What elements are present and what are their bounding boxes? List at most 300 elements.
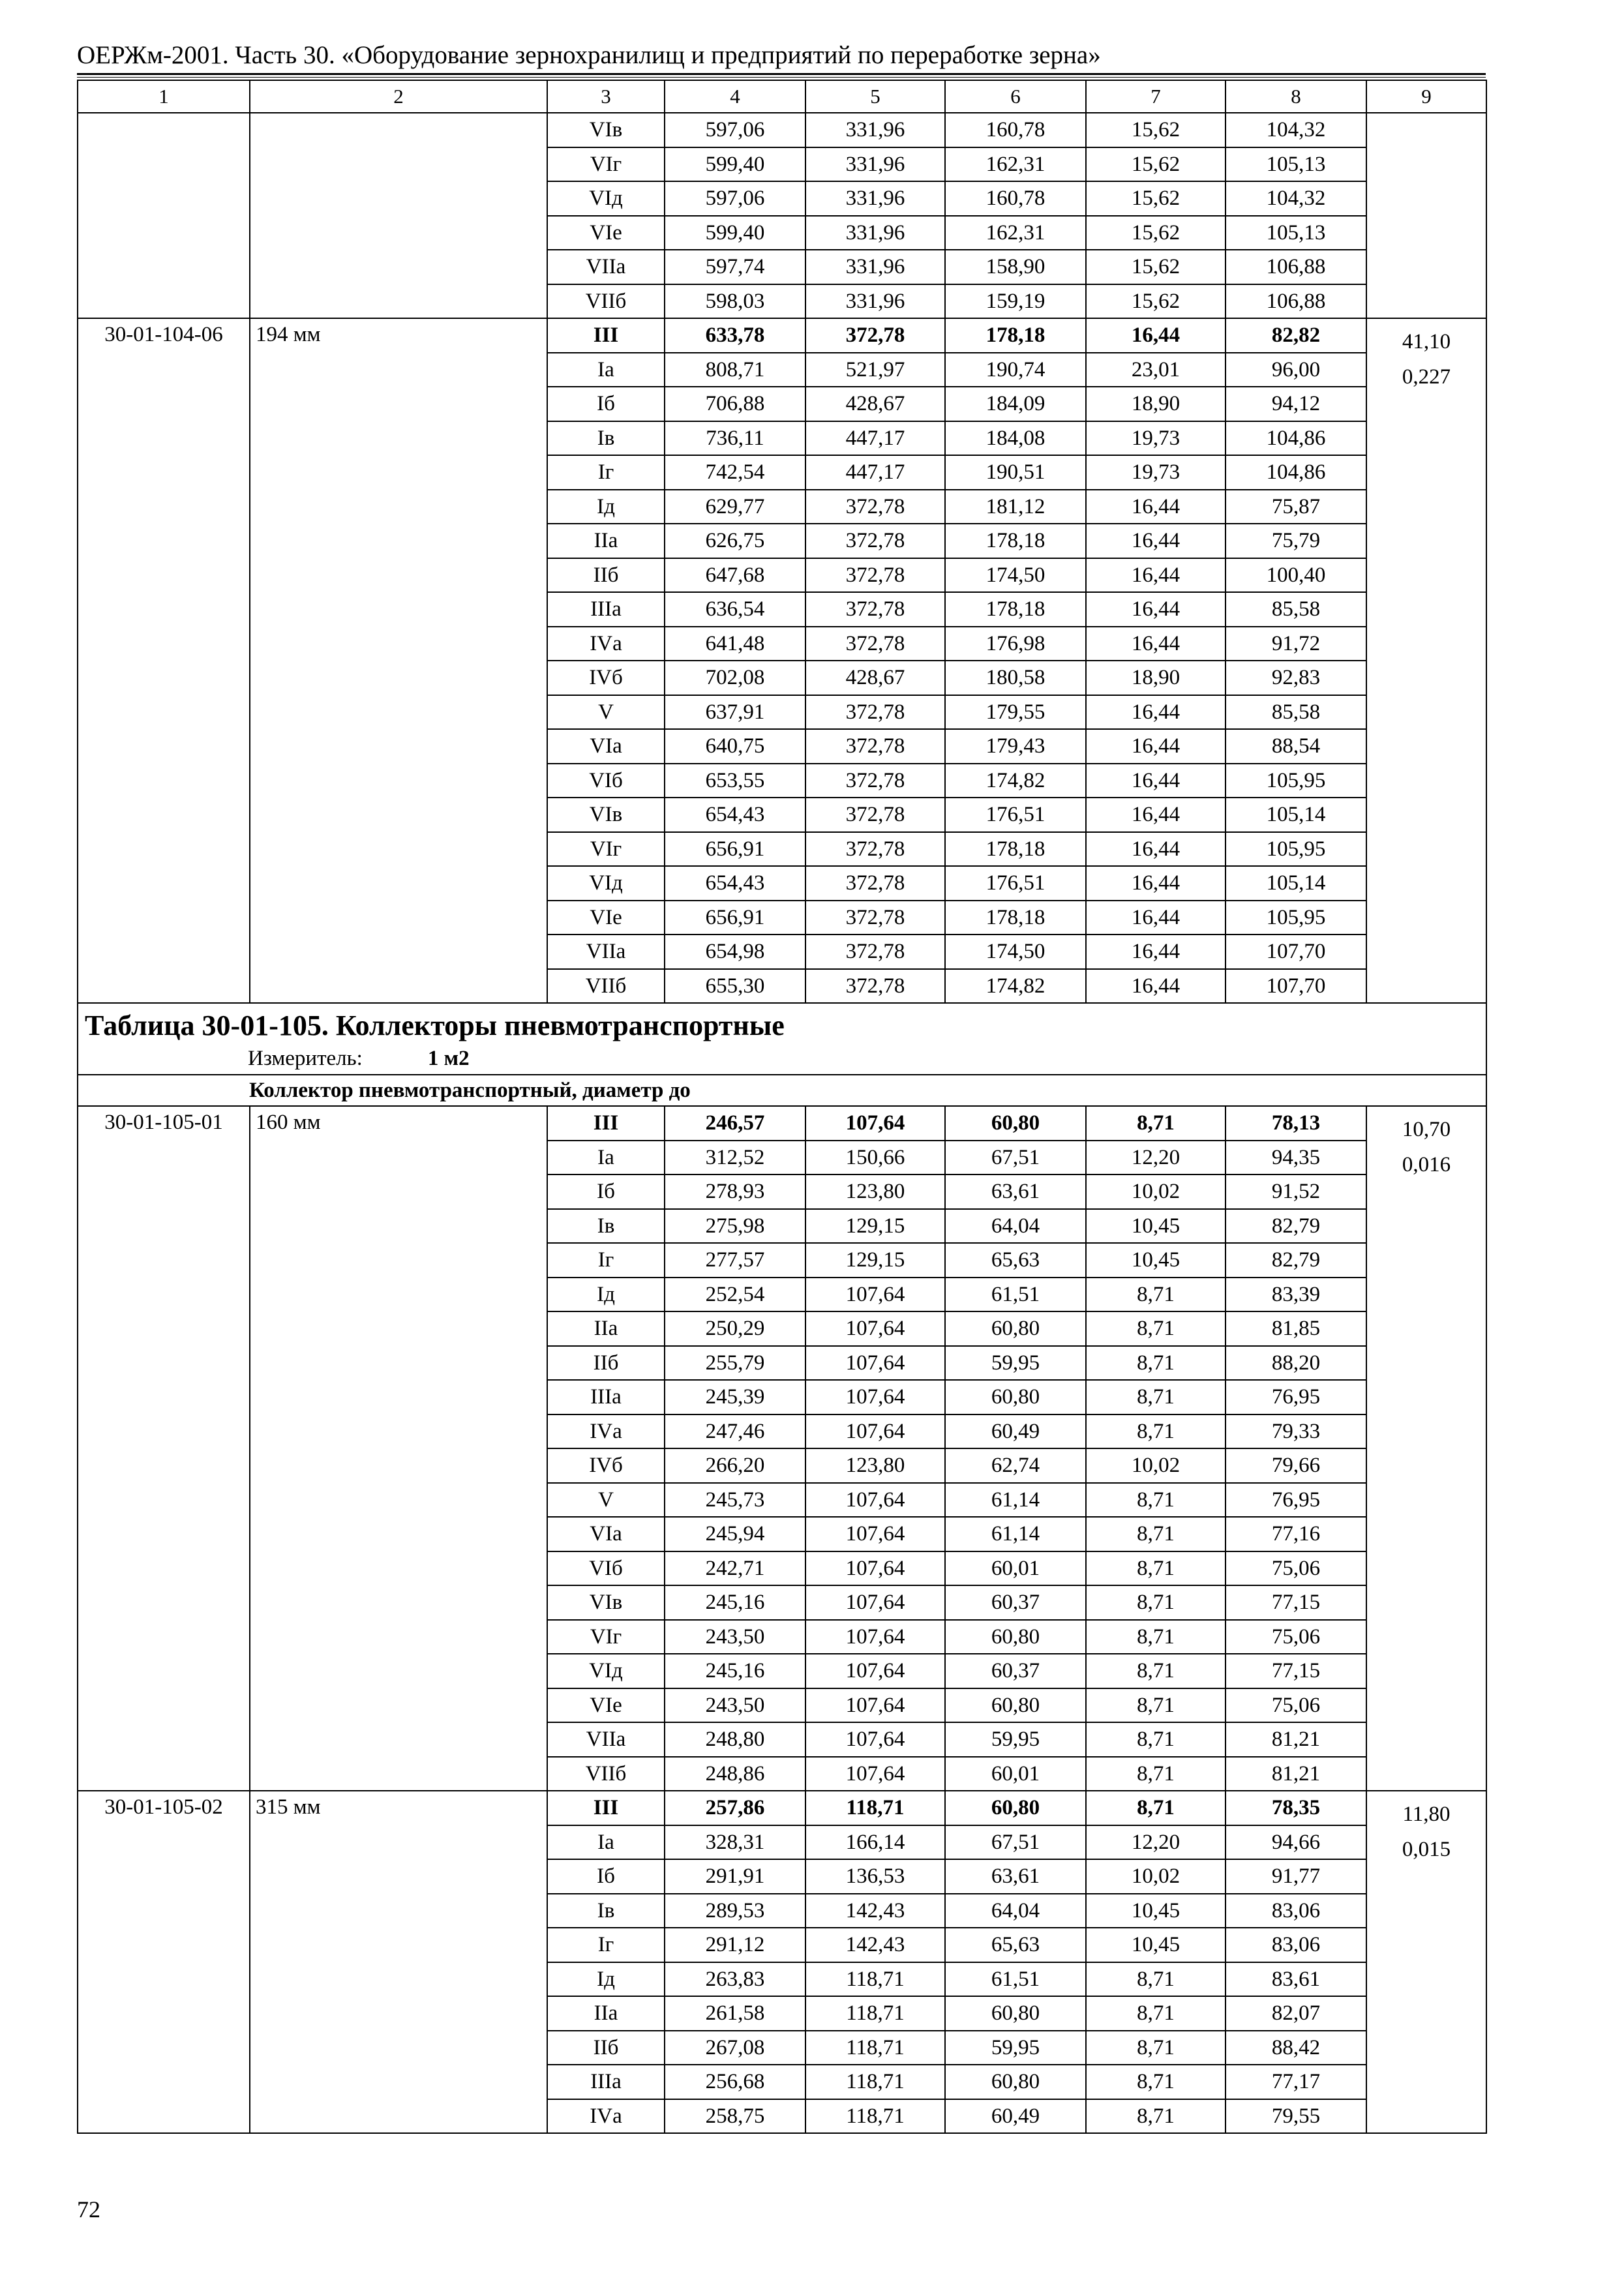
zone-cell: Iб xyxy=(547,1859,665,1894)
machinist-wages-cell: 16,44 xyxy=(1086,592,1226,627)
wages-cell: 331,96 xyxy=(805,181,945,216)
total-cost-cell: 808,71 xyxy=(665,353,805,387)
materials-cell: 92,83 xyxy=(1226,661,1366,695)
zone-cell: VIIб xyxy=(547,969,665,1004)
wages-cell: 107,64 xyxy=(805,1620,945,1654)
materials-cell: 85,58 xyxy=(1226,592,1366,627)
total-cost-cell: 640,75 xyxy=(665,729,805,764)
header-rule-thin xyxy=(77,77,1486,78)
total-cost-cell: 328,31 xyxy=(665,1825,805,1860)
machines-cell: 61,14 xyxy=(945,1517,1086,1551)
labor-cost-cell xyxy=(1366,1106,1486,1791)
total-cost-cell: 653,55 xyxy=(665,764,805,798)
labor-cost-cell xyxy=(1366,1791,1486,2133)
machinist-hours: 0,227 xyxy=(1402,365,1451,389)
machines-cell: 176,98 xyxy=(945,627,1086,661)
machinist-wages-cell: 16,44 xyxy=(1086,969,1226,1004)
wages-cell: 123,80 xyxy=(805,1174,945,1209)
machines-cell: 65,63 xyxy=(945,1928,1086,1962)
zone-cell: IIа xyxy=(547,1996,665,2031)
machines-cell: 176,51 xyxy=(945,798,1086,832)
machinist-wages-cell: 16,44 xyxy=(1086,695,1226,730)
zone-cell: IVб xyxy=(547,661,665,695)
materials-cell: 105,13 xyxy=(1226,147,1366,182)
table-row xyxy=(78,1106,1486,1141)
machinist-wages-cell: 8,71 xyxy=(1086,1757,1226,1791)
machines-cell: 60,80 xyxy=(945,2065,1086,2099)
zone-cell: V xyxy=(547,695,665,730)
zone-cell: IIа xyxy=(547,524,665,558)
zone-cell: IIб xyxy=(547,558,665,593)
materials-cell: 77,15 xyxy=(1226,1654,1366,1688)
machines-cell: 59,95 xyxy=(945,2031,1086,2065)
wages-cell: 142,43 xyxy=(805,1928,945,1962)
machinist-wages-cell: 8,71 xyxy=(1086,1620,1226,1654)
zone-cell: IVа xyxy=(547,1414,665,1449)
zone-cell: Iд xyxy=(547,490,665,524)
materials-cell: 83,39 xyxy=(1226,1278,1366,1312)
rate-code: 30-01-105-01 xyxy=(78,1106,250,1791)
machines-cell: 162,31 xyxy=(945,147,1086,182)
zone-cell: VIб xyxy=(547,764,665,798)
total-cost-cell: 248,86 xyxy=(665,1757,805,1791)
machinist-wages-cell: 23,01 xyxy=(1086,353,1226,387)
zone-cell: VIа xyxy=(547,1517,665,1551)
code-cell-empty xyxy=(78,113,250,318)
wages-cell: 372,78 xyxy=(805,969,945,1004)
header-rule xyxy=(77,73,1486,75)
materials-cell: 75,06 xyxy=(1226,1620,1366,1654)
total-cost-cell: 278,93 xyxy=(665,1174,805,1209)
materials-cell: 94,35 xyxy=(1226,1141,1366,1175)
materials-cell: 83,61 xyxy=(1226,1962,1366,1997)
zone-cell: Iв xyxy=(547,1894,665,1928)
zone-cell: VIIб xyxy=(547,1757,665,1791)
machines-cell: 160,78 xyxy=(945,181,1086,216)
machines-cell: 190,74 xyxy=(945,353,1086,387)
col9-cell-empty xyxy=(1366,113,1486,318)
materials-cell: 91,77 xyxy=(1226,1859,1366,1894)
machinist-wages-cell: 18,90 xyxy=(1086,387,1226,421)
materials-cell: 105,14 xyxy=(1226,866,1366,901)
machines-cell: 160,78 xyxy=(945,113,1086,147)
total-cost-cell: 291,12 xyxy=(665,1928,805,1962)
table-title: Таблица 30-01-105. Коллекторы пневмотранспортные xyxy=(85,1010,785,1041)
machinist-wages-cell: 16,44 xyxy=(1086,627,1226,661)
materials-cell: 77,15 xyxy=(1226,1585,1366,1620)
machinist-wages-cell: 10,45 xyxy=(1086,1894,1226,1928)
column-number-5: 5 xyxy=(805,80,945,113)
total-cost-cell: 275,98 xyxy=(665,1209,805,1244)
machines-cell: 60,80 xyxy=(945,1688,1086,1723)
machines-cell: 162,31 xyxy=(945,216,1086,250)
wages-cell: 428,67 xyxy=(805,661,945,695)
total-cost-cell: 245,16 xyxy=(665,1585,805,1620)
materials-cell: 77,16 xyxy=(1226,1517,1366,1551)
zone-cell: VIб xyxy=(547,1551,665,1586)
materials-cell: 75,87 xyxy=(1226,490,1366,524)
rate-code: 30-01-105-02 xyxy=(78,1791,250,2133)
total-cost-cell: 245,39 xyxy=(665,1380,805,1414)
zone-cell: VIе xyxy=(547,901,665,935)
total-cost-cell: 246,57 xyxy=(665,1106,805,1141)
wages-cell: 331,96 xyxy=(805,113,945,147)
machines-cell: 60,80 xyxy=(945,1311,1086,1346)
materials-cell: 81,21 xyxy=(1226,1722,1366,1757)
total-cost-cell: 243,50 xyxy=(665,1688,805,1723)
wages-cell: 107,64 xyxy=(805,1380,945,1414)
machinist-wages-cell: 10,02 xyxy=(1086,1174,1226,1209)
table-title-cell xyxy=(78,1003,1486,1075)
wages-cell: 150,66 xyxy=(805,1141,945,1175)
wages-cell: 107,64 xyxy=(805,1106,945,1141)
machines-cell: 60,49 xyxy=(945,1414,1086,1449)
machines-cell: 59,95 xyxy=(945,1722,1086,1757)
machinist-wages-cell: 16,44 xyxy=(1086,901,1226,935)
machinist-wages-cell: 8,71 xyxy=(1086,1996,1226,2031)
zone-cell: V xyxy=(547,1483,665,1518)
zone-cell: VIв xyxy=(547,1585,665,1620)
machinist-wages-cell: 15,62 xyxy=(1086,181,1226,216)
machines-cell: 176,51 xyxy=(945,866,1086,901)
labor-hours: 10,70 xyxy=(1402,1118,1451,1141)
total-cost-cell: 641,48 xyxy=(665,627,805,661)
rate-name: 194 мм xyxy=(250,318,547,1003)
wages-cell: 118,71 xyxy=(805,2099,945,2134)
total-cost-cell: 266,20 xyxy=(665,1448,805,1483)
total-cost-cell: 263,83 xyxy=(665,1962,805,1997)
materials-cell: 105,95 xyxy=(1226,901,1366,935)
zone-cell: IIIа xyxy=(547,2065,665,2099)
machines-cell: 181,12 xyxy=(945,490,1086,524)
materials-cell: 88,20 xyxy=(1226,1346,1366,1381)
machinist-wages-cell: 8,71 xyxy=(1086,2065,1226,2099)
machinist-wages-cell: 8,71 xyxy=(1086,1722,1226,1757)
zone-cell: VIIб xyxy=(547,284,665,319)
wages-cell: 118,71 xyxy=(805,2065,945,2099)
machines-cell: 178,18 xyxy=(945,901,1086,935)
total-cost-cell: 250,29 xyxy=(665,1311,805,1346)
zone-cell: Iб xyxy=(547,1174,665,1209)
materials-cell: 83,06 xyxy=(1226,1928,1366,1962)
machines-cell: 60,01 xyxy=(945,1551,1086,1586)
wages-cell: 107,64 xyxy=(805,1414,945,1449)
materials-cell: 105,95 xyxy=(1226,832,1366,867)
materials-cell: 91,52 xyxy=(1226,1174,1366,1209)
wages-cell: 129,15 xyxy=(805,1209,945,1244)
machinist-wages-cell: 18,90 xyxy=(1086,661,1226,695)
machinist-wages-cell: 8,71 xyxy=(1086,1962,1226,1997)
total-cost-cell: 655,30 xyxy=(665,969,805,1004)
materials-cell: 77,17 xyxy=(1226,2065,1366,2099)
wages-cell: 118,71 xyxy=(805,1996,945,2031)
subheading: Коллектор пневмотранспортный, диаметр до xyxy=(78,1075,1486,1106)
machines-cell: 67,51 xyxy=(945,1825,1086,1860)
total-cost-cell: 597,06 xyxy=(665,181,805,216)
zone-cell: Iг xyxy=(547,1928,665,1962)
materials-cell: 105,13 xyxy=(1226,216,1366,250)
materials-cell: 76,95 xyxy=(1226,1380,1366,1414)
wages-cell: 372,78 xyxy=(805,729,945,764)
materials-cell: 106,88 xyxy=(1226,284,1366,319)
zone-cell: VIг xyxy=(547,1620,665,1654)
column-number-1: 1 xyxy=(78,80,250,113)
total-cost-cell: 702,08 xyxy=(665,661,805,695)
column-number-2: 2 xyxy=(250,80,547,113)
machinist-wages-cell: 16,44 xyxy=(1086,832,1226,867)
machinist-wages-cell: 16,44 xyxy=(1086,935,1226,969)
wages-cell: 447,17 xyxy=(805,421,945,456)
machines-cell: 184,08 xyxy=(945,421,1086,456)
machinist-wages-cell: 8,71 xyxy=(1086,1517,1226,1551)
total-cost-cell: 267,08 xyxy=(665,2031,805,2065)
wages-cell: 331,96 xyxy=(805,284,945,319)
total-cost-cell: 247,46 xyxy=(665,1414,805,1449)
table-row xyxy=(78,1791,1486,1825)
rates-table xyxy=(77,80,1487,2134)
machines-cell: 64,04 xyxy=(945,1209,1086,1244)
machinist-wages-cell: 8,71 xyxy=(1086,2099,1226,2134)
machines-cell: 178,18 xyxy=(945,592,1086,627)
zone-cell: IIIа xyxy=(547,592,665,627)
zone-cell: IIб xyxy=(547,1346,665,1381)
materials-cell: 107,70 xyxy=(1226,935,1366,969)
machinist-wages-cell: 10,02 xyxy=(1086,1448,1226,1483)
labor-cost-cell xyxy=(1366,318,1486,1003)
wages-cell: 107,64 xyxy=(805,1278,945,1312)
wages-cell: 118,71 xyxy=(805,2031,945,2065)
machinist-wages-cell: 8,71 xyxy=(1086,1346,1226,1381)
zone-cell: III xyxy=(547,1106,665,1141)
column-number-3: 3 xyxy=(547,80,665,113)
materials-cell: 82,79 xyxy=(1226,1209,1366,1244)
column-number-7: 7 xyxy=(1086,80,1226,113)
machines-cell: 184,09 xyxy=(945,387,1086,421)
machines-cell: 174,50 xyxy=(945,558,1086,593)
machines-cell: 179,55 xyxy=(945,695,1086,730)
machinist-wages-cell: 15,62 xyxy=(1086,113,1226,147)
zone-cell: VIе xyxy=(547,1688,665,1723)
machines-cell: 59,95 xyxy=(945,1346,1086,1381)
wages-cell: 372,78 xyxy=(805,318,945,353)
total-cost-cell: 654,43 xyxy=(665,798,805,832)
machines-cell: 60,80 xyxy=(945,1380,1086,1414)
wages-cell: 118,71 xyxy=(805,1791,945,1825)
zone-cell: IVа xyxy=(547,2099,665,2134)
total-cost-cell: 256,68 xyxy=(665,2065,805,2099)
machines-cell: 60,37 xyxy=(945,1654,1086,1688)
wages-cell: 372,78 xyxy=(805,764,945,798)
machinist-wages-cell: 10,02 xyxy=(1086,1859,1226,1894)
total-cost-cell: 736,11 xyxy=(665,421,805,456)
total-cost-cell: 647,68 xyxy=(665,558,805,593)
wages-cell: 372,78 xyxy=(805,592,945,627)
wages-cell: 372,78 xyxy=(805,627,945,661)
wages-cell: 107,64 xyxy=(805,1517,945,1551)
total-cost-cell: 255,79 xyxy=(665,1346,805,1381)
total-cost-cell: 597,74 xyxy=(665,250,805,284)
wages-cell: 107,64 xyxy=(805,1688,945,1723)
total-cost-cell: 245,73 xyxy=(665,1483,805,1518)
machines-cell: 190,51 xyxy=(945,455,1086,490)
materials-cell: 75,06 xyxy=(1226,1688,1366,1723)
machinist-wages-cell: 16,44 xyxy=(1086,490,1226,524)
column-number-8: 8 xyxy=(1226,80,1366,113)
column-number-4: 4 xyxy=(665,80,805,113)
wages-cell: 107,64 xyxy=(805,1585,945,1620)
machinist-wages-cell: 16,44 xyxy=(1086,558,1226,593)
machinist-wages-cell: 10,45 xyxy=(1086,1243,1226,1278)
total-cost-cell: 242,71 xyxy=(665,1551,805,1586)
total-cost-cell: 277,57 xyxy=(665,1243,805,1278)
wages-cell: 372,78 xyxy=(805,524,945,558)
table-title-row xyxy=(78,1003,1486,1075)
zone-cell: VIг xyxy=(547,832,665,867)
page-header: ОЕРЖм-2001. Часть 30. «Оборудование зернохранилищ и предприятий по переработке зерна» xyxy=(77,41,1101,69)
rate-name: 160 мм xyxy=(250,1106,547,1791)
machinist-wages-cell: 8,71 xyxy=(1086,1585,1226,1620)
wages-cell: 331,96 xyxy=(805,250,945,284)
machinist-wages-cell: 8,71 xyxy=(1086,1654,1226,1688)
zone-cell: Iа xyxy=(547,353,665,387)
machinist-wages-cell: 12,20 xyxy=(1086,1825,1226,1860)
wages-cell: 331,96 xyxy=(805,147,945,182)
machinist-wages-cell: 8,71 xyxy=(1086,1311,1226,1346)
materials-cell: 107,70 xyxy=(1226,969,1366,1004)
total-cost-cell: 291,91 xyxy=(665,1859,805,1894)
machines-cell: 64,04 xyxy=(945,1894,1086,1928)
total-cost-cell: 312,52 xyxy=(665,1141,805,1175)
materials-cell: 106,88 xyxy=(1226,250,1366,284)
machinist-hours: 0,016 xyxy=(1402,1153,1451,1176)
machines-cell: 179,43 xyxy=(945,729,1086,764)
wages-cell: 166,14 xyxy=(805,1825,945,1860)
wages-cell: 107,64 xyxy=(805,1757,945,1791)
materials-cell: 104,86 xyxy=(1226,455,1366,490)
zone-cell: VIв xyxy=(547,798,665,832)
table-row xyxy=(78,318,1486,353)
zone-cell: IVб xyxy=(547,1448,665,1483)
wages-cell: 372,78 xyxy=(805,558,945,593)
materials-cell: 82,79 xyxy=(1226,1243,1366,1278)
wages-cell: 428,67 xyxy=(805,387,945,421)
zone-cell: Iв xyxy=(547,421,665,456)
machinist-wages-cell: 8,71 xyxy=(1086,1688,1226,1723)
total-cost-cell: 289,53 xyxy=(665,1894,805,1928)
machinist-wages-cell: 16,44 xyxy=(1086,318,1226,353)
machines-cell: 63,61 xyxy=(945,1174,1086,1209)
rate-code: 30-01-104-06 xyxy=(78,318,250,1003)
machinist-wages-cell: 16,44 xyxy=(1086,866,1226,901)
labor-hours: 41,10 xyxy=(1402,330,1451,353)
wages-cell: 107,64 xyxy=(805,1311,945,1346)
measure-label: Измеритель: xyxy=(248,1047,363,1070)
machines-cell: 174,82 xyxy=(945,764,1086,798)
machinist-wages-cell: 19,73 xyxy=(1086,455,1226,490)
zone-cell: VIIа xyxy=(547,1722,665,1757)
zone-cell: IIб xyxy=(547,2031,665,2065)
measure-value: 1 м2 xyxy=(427,1047,470,1070)
total-cost-cell: 599,40 xyxy=(665,216,805,250)
total-cost-cell: 633,78 xyxy=(665,318,805,353)
zone-cell: Iд xyxy=(547,1962,665,1997)
zone-cell: VIд xyxy=(547,181,665,216)
materials-cell: 88,42 xyxy=(1226,2031,1366,2065)
machinist-wages-cell: 8,71 xyxy=(1086,1380,1226,1414)
machines-cell: 61,14 xyxy=(945,1483,1086,1518)
materials-cell: 105,95 xyxy=(1226,764,1366,798)
machines-cell: 178,18 xyxy=(945,524,1086,558)
materials-cell: 85,58 xyxy=(1226,695,1366,730)
machines-cell: 174,82 xyxy=(945,969,1086,1004)
machinist-wages-cell: 8,71 xyxy=(1086,1483,1226,1518)
total-cost-cell: 597,06 xyxy=(665,113,805,147)
machines-cell: 63,61 xyxy=(945,1859,1086,1894)
materials-cell: 81,85 xyxy=(1226,1311,1366,1346)
measure-line xyxy=(85,1044,1479,1073)
machinist-wages-cell: 19,73 xyxy=(1086,421,1226,456)
materials-cell: 105,14 xyxy=(1226,798,1366,832)
machinist-wages-cell: 8,71 xyxy=(1086,1106,1226,1141)
wages-cell: 372,78 xyxy=(805,901,945,935)
total-cost-cell: 243,50 xyxy=(665,1620,805,1654)
zone-cell: Iа xyxy=(547,1825,665,1860)
rates-table-body xyxy=(78,80,1486,2133)
total-cost-cell: 654,98 xyxy=(665,935,805,969)
total-cost-cell: 636,54 xyxy=(665,592,805,627)
machines-cell: 60,37 xyxy=(945,1585,1086,1620)
wages-cell: 372,78 xyxy=(805,695,945,730)
machines-cell: 60,80 xyxy=(945,1996,1086,2031)
machines-cell: 65,63 xyxy=(945,1243,1086,1278)
machines-cell: 60,80 xyxy=(945,1791,1086,1825)
zone-cell: Iд xyxy=(547,1278,665,1312)
total-cost-cell: 706,88 xyxy=(665,387,805,421)
materials-cell: 94,12 xyxy=(1226,387,1366,421)
materials-cell: 104,86 xyxy=(1226,421,1366,456)
zone-cell: III xyxy=(547,318,665,353)
rate-name: 315 мм xyxy=(250,1791,547,2133)
wages-cell: 372,78 xyxy=(805,832,945,867)
machinist-wages-cell: 15,62 xyxy=(1086,250,1226,284)
wages-cell: 521,97 xyxy=(805,353,945,387)
materials-cell: 75,06 xyxy=(1226,1551,1366,1586)
machinist-wages-cell: 15,62 xyxy=(1086,216,1226,250)
zone-cell: VIе xyxy=(547,216,665,250)
wages-cell: 372,78 xyxy=(805,866,945,901)
wages-cell: 372,78 xyxy=(805,490,945,524)
wages-cell: 107,64 xyxy=(805,1551,945,1586)
total-cost-cell: 637,91 xyxy=(665,695,805,730)
materials-cell: 82,07 xyxy=(1226,1996,1366,2031)
total-cost-cell: 629,77 xyxy=(665,490,805,524)
zone-cell: VIа xyxy=(547,729,665,764)
materials-cell: 78,35 xyxy=(1226,1791,1366,1825)
machinist-wages-cell: 15,62 xyxy=(1086,147,1226,182)
materials-cell: 94,66 xyxy=(1226,1825,1366,1860)
labor-hours: 11,80 xyxy=(1402,1803,1451,1826)
machines-cell: 60,80 xyxy=(945,1106,1086,1141)
materials-cell: 75,79 xyxy=(1226,524,1366,558)
machines-cell: 61,51 xyxy=(945,1962,1086,1997)
materials-cell: 79,66 xyxy=(1226,1448,1366,1483)
wages-cell: 331,96 xyxy=(805,216,945,250)
materials-cell: 91,72 xyxy=(1226,627,1366,661)
machines-cell: 61,51 xyxy=(945,1278,1086,1312)
zone-cell: VIд xyxy=(547,1654,665,1688)
machinist-wages-cell: 8,71 xyxy=(1086,1278,1226,1312)
zone-cell: Iа xyxy=(547,1141,665,1175)
